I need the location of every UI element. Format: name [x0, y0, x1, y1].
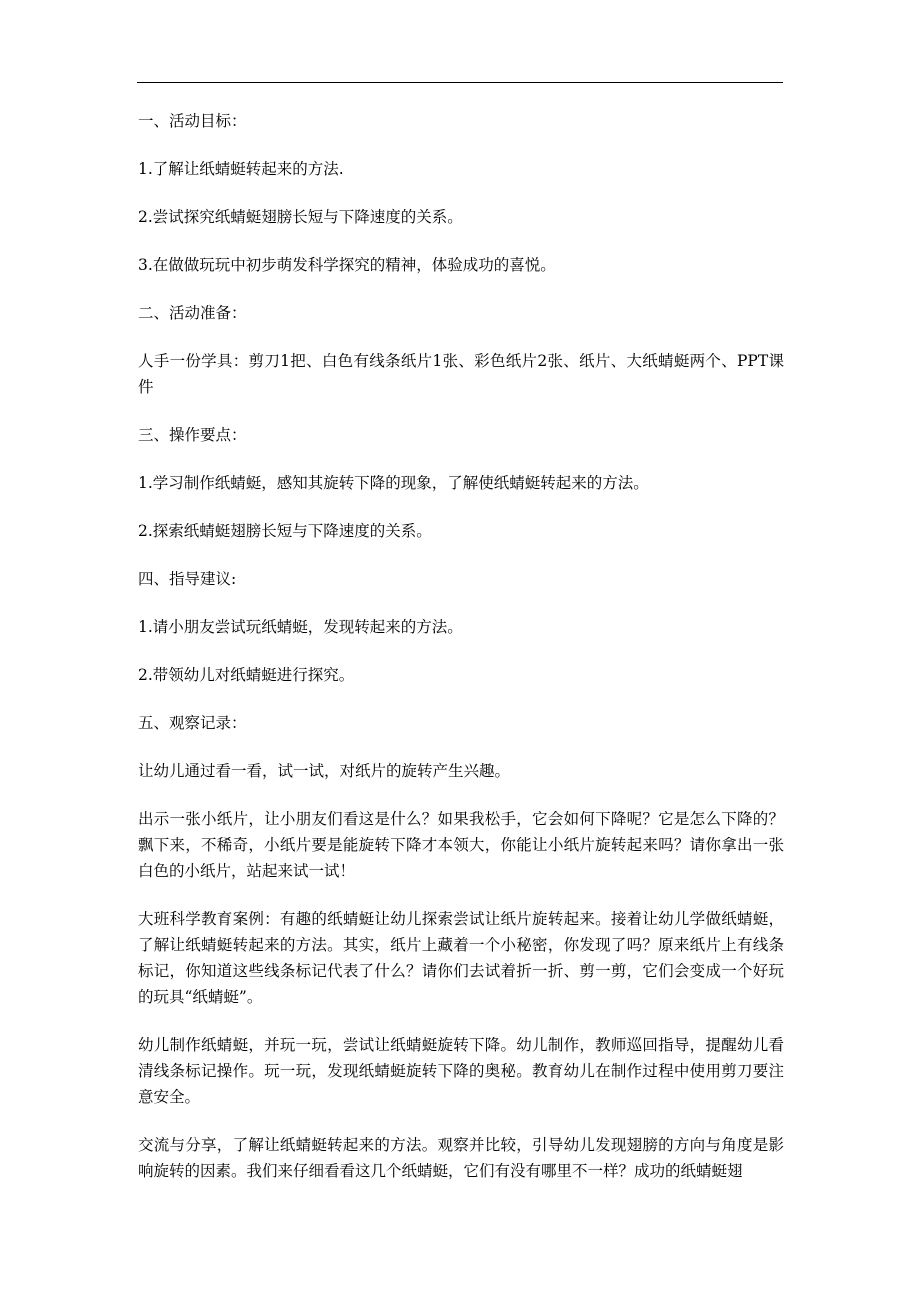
document-body — [138, 108, 784, 1206]
guidance-item-1: 1.请小朋友尝试玩纸蜻蜓，发现转起来的方法。 — [138, 618, 463, 636]
observation-paragraph-1: 让幼儿通过看一看，试一试，对纸片的旋转产生兴趣。 — [138, 762, 511, 780]
section-heading-observation: 五、观察记录： — [138, 714, 247, 732]
guidance-item-2: 2.带领幼儿对纸蜻蜓进行探究。 — [138, 666, 355, 684]
preparation-text: 人手一份学具：剪刀1把、白色有线条纸片1张、彩色纸片2张、纸片、大纸蜻蜓两个、PPT课件 — [138, 352, 784, 396]
section-heading-goals: 一、活动目标： — [138, 112, 247, 130]
goal-item-3: 3.在做做玩玩中初步萌发科学探究的精神，体验成功的喜悦。 — [138, 256, 556, 274]
section-heading-preparation: 二、活动准备： — [138, 304, 247, 322]
observation-paragraph-4: 幼儿制作纸蜻蜓，并玩一玩，尝试让纸蜻蜓旋转下降。幼儿制作，教师巡回指导，提醒幼儿看清线条标记操作。玩一玩，发现纸蜻蜓旋转下降的奥秘。教育幼儿在制作过程中使用剪刀要注意安全。 — [138, 1036, 784, 1106]
key-point-2: 2.探索纸蜻蜓翅膀长短与下降速度的关系。 — [138, 522, 432, 540]
goal-item-2: 2.尝试探究纸蜻蜓翅膀长短与下降速度的关系。 — [138, 208, 463, 226]
key-point-1: 1.学习制作纸蜻蜓，感知其旋转下降的现象，了解使纸蜻蜓转起来的方法。 — [138, 474, 649, 492]
observation-paragraph-5: 交流与分享，了解让纸蜻蜓转起来的方法。观察并比较，引导幼儿发现翅膀的方向与角度是影响旋转的因素。我们来仔细看看这几个纸蜻蜓，它们有没有哪里不一样？成功的纸蜻蜓翅 — [138, 1136, 784, 1180]
observation-paragraph-2: 出示一张小纸片，让小朋友们看这是什么？如果我松手，它会如何下降呢？它是怎么下降的？飘下来，不稀奇，小纸片要是能旋转下降才本领大，你能让小纸片旋转起来吗？请你拿出一张白色的小纸片，站起来试一试！ — [138, 810, 784, 880]
goal-item-1: 1.了解让纸蜻蜓转起来的方法. — [138, 160, 344, 178]
header-rule — [137, 82, 783, 83]
section-heading-key-points: 三、操作要点： — [138, 426, 247, 444]
section-heading-guidance: 四、指导建议: — [138, 570, 237, 588]
observation-paragraph-3: 大班科学教育案例：有趣的纸蜻蜓让幼儿探索尝试让纸片旋转起来。接着让幼儿学做纸蜻蜓，了解让纸蜻蜓转起来的方法。其实，纸片上藏着一个小秘密，你发现了吗？原来纸片上有线条标记，你知道这些线条标记代表了什么？请你们去试着折一折、剪一剪，它们会变成一个好玩的玩具“纸蜻蜓”。 — [138, 910, 784, 1006]
